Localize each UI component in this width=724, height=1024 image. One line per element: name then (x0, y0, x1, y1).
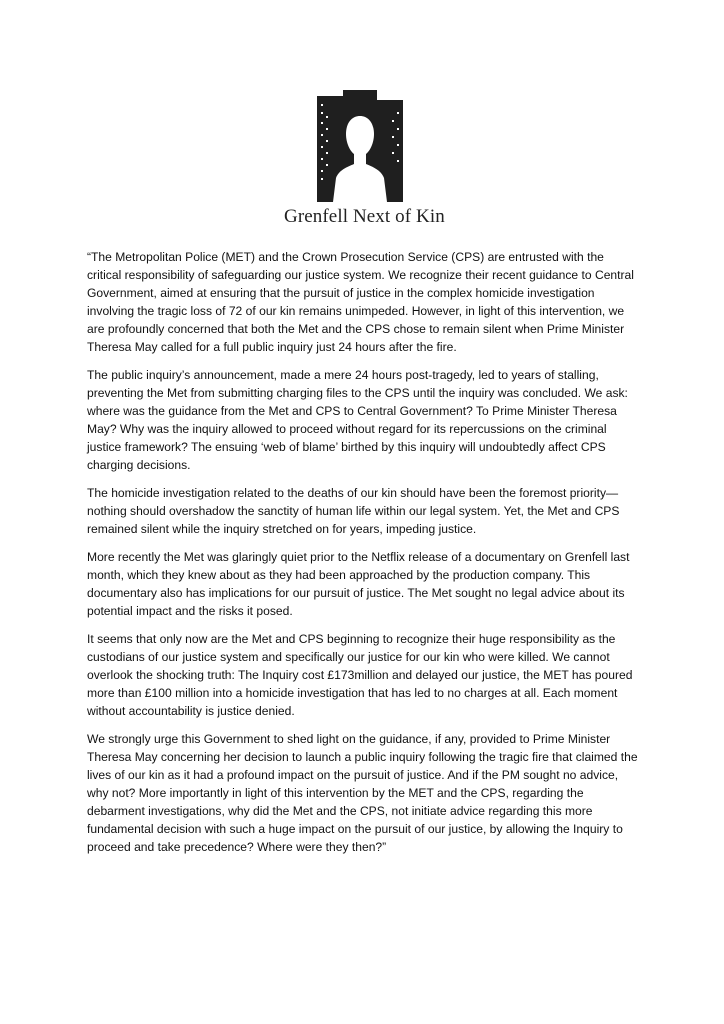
paragraph: More recently the Met was glaringly quiet prior to the Netflix release of a documentary on Grenfell last month, which they knew about as they had been approached by the production company. This documentary also has implications for our pursuit of justice. The Met sought no legal advice about its potential impact and the risks it posed. (87, 550, 630, 618)
paragraph: “The Metropolitan Police (MET) and the Crown Prosecution Service (CPS) are entrusted with the critical responsibility of safeguarding our justice system. We recognize their recent guidance to Central Government, aimed at ensuring that the pursuit of justice in the complex homicide investigation involving the tragic loss of 72 of our kin remains unimpeded. However, in light of this intervention, we are profoundly concerned that both the Met and the CPS chose to remain silent when Prime Minister Theresa May called for a full public inquiry just 24 hours after the fire. (87, 250, 634, 354)
statement-body (87, 248, 641, 866)
paragraph: The public inquiry’s announcement, made a mere 24 hours post-tragedy, led to years of stalling, preventing the Met from submitting charging files to the CPS until the inquiry was concluded. We ask: where was the guidance from the Met and CPS to Central Government? To Prime Minister Theresa May? Why was the inquiry allowed to proceed without regard for its repercussions on the criminal justice framework? The ensuing ‘web of blame’ birthed by this inquiry will undoubtedly affect CPS charging decisions. (87, 368, 628, 472)
organization-logo (284, 90, 445, 230)
paragraph: We strongly urge this Government to shed light on the guidance, if any, provided to Prime Minister Theresa May concerning her decision to launch a public inquiry following the tragic fire that claimed the lives of our kin as it had a profound impact on the pursuit of justice. And if the PM sought no advice, why not? More importantly in light of this intervention by the MET and the CPS, regarding the debarment investigations, why did the Met and the CPS, not initiate advice regarding this more fundamental decision with such a huge impact on the pursuit of our justice, by allowing the Inquiry to proceed and take precedence? Where were they then?” (87, 732, 638, 854)
tower-silhouette-icon (317, 90, 403, 202)
paragraph: It seems that only now are the Met and CPS beginning to recognize their huge responsibility as the custodians of our justice system and specifically our justice for our kin who were killed. We cannot overlook the shocking truth: The Inquiry cost £173million and delayed our justice, the MET has poured more than £100 million into a homicide investigation that has led to no charges at all. Each moment without accountability is justice denied. (87, 632, 633, 718)
paragraph: The homicide investigation related to the deaths of our kin should have been the foremost priority—nothing should overshadow the sanctity of human life within our legal system. Yet, the Met and CPS remained silent while the inquiry stretched on for years, impeding justice. (87, 486, 620, 536)
organization-name: Grenfell Next of Kin (284, 206, 445, 227)
